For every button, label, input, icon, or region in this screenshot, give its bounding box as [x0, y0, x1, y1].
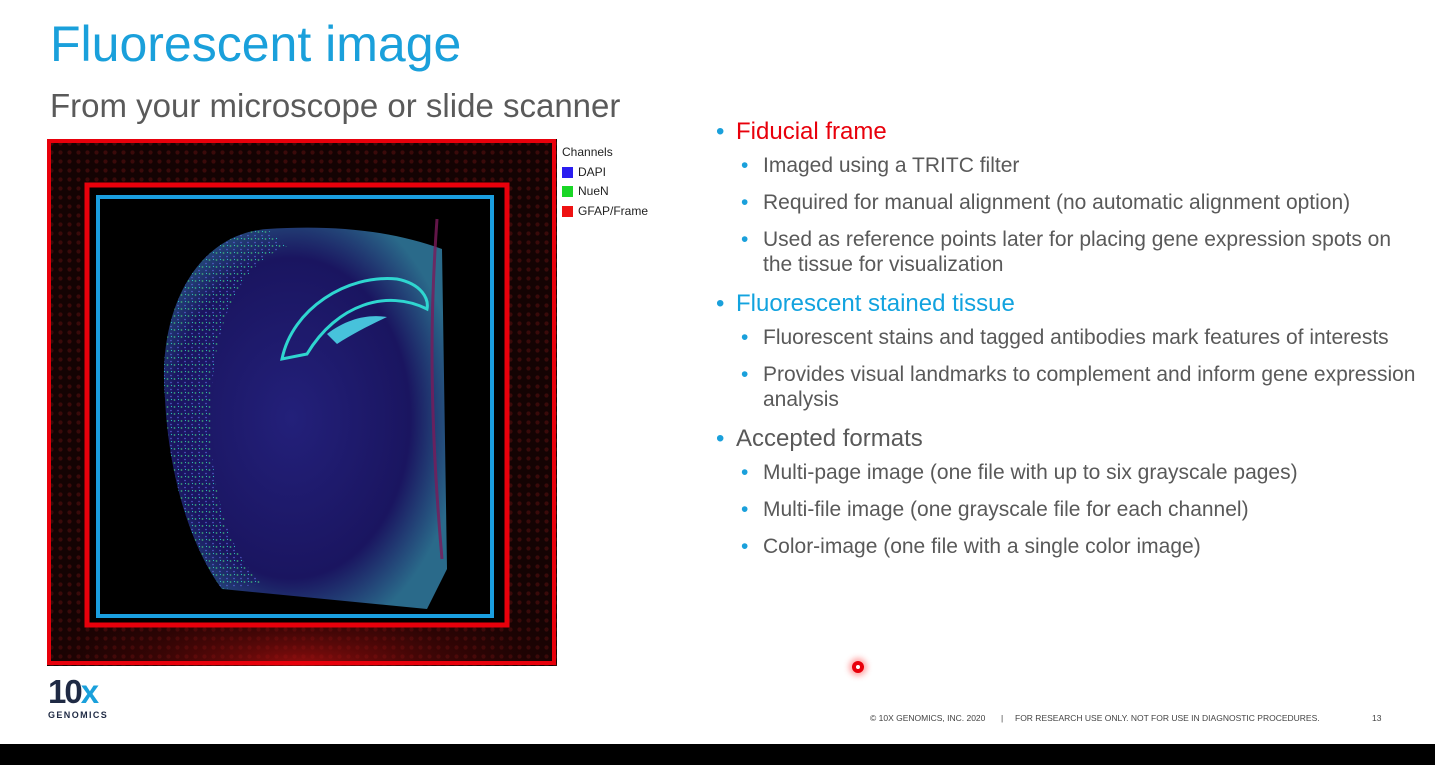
bullet-dot: • [741, 461, 749, 484]
bullet-dot: • [716, 425, 725, 452]
gfap-swatch [562, 206, 573, 217]
bullet-dot: • [741, 535, 749, 558]
bullet-item [716, 153, 1416, 178]
page-number: 13 [1372, 713, 1382, 723]
page-title: Fluorescent image [50, 16, 462, 72]
bullet-group-formats [716, 424, 1416, 559]
bullet-item [716, 362, 1416, 412]
logo-subtext: GENOMICS [48, 710, 109, 720]
bullet-item-text: Multi-file image (one grayscale file for each channel) [763, 498, 1249, 521]
bullet-item-text: Imaged using a TRITC filter [763, 154, 1020, 177]
footer-separator: | [1001, 713, 1004, 723]
footer-copyright: © 10X GENOMICS, INC. 2020 [870, 713, 986, 723]
legend-label: GFAP/Frame [578, 203, 649, 218]
bullet-group-stained-tissue [716, 289, 1416, 412]
legend-heading: Channels [562, 145, 613, 159]
laser-pointer-icon [852, 661, 864, 673]
bullet-item [716, 190, 1416, 215]
company-logo [48, 674, 128, 724]
bullet-item [716, 325, 1416, 350]
footer-disclaimer: FOR RESEARCH USE ONLY. NOT FOR USE IN DIAGNOSTIC PROCEDURES. [1015, 713, 1320, 723]
bullet-dot: • [741, 191, 749, 214]
bullet-item-text: Multi-page image (one file with up to six grayscale pages) [763, 461, 1298, 484]
bullet-item [716, 227, 1416, 277]
logo-main-text: 10 [48, 673, 81, 710]
channel-legend [562, 143, 648, 221]
bullet-dot: • [741, 154, 749, 177]
bullet-dot: • [716, 118, 725, 145]
legend-item-nuen [562, 182, 648, 202]
bullet-heading-text: Fluorescent stained tissue [736, 290, 1015, 317]
legend-label: DAPI [578, 164, 607, 179]
bullet-heading [716, 117, 1416, 147]
logo-x-text: x [80, 673, 98, 710]
tissue-image-svg [47, 139, 557, 666]
bullet-item [716, 497, 1416, 522]
bullet-dot: • [716, 290, 725, 317]
bullet-dot: • [741, 326, 749, 349]
bullet-item-text: Used as reference points later for placing gene expression spots on the tissue for visualization [763, 228, 1392, 276]
bullet-item-text: Required for manual alignment (no automatic alignment option) [763, 191, 1351, 214]
bullet-item [716, 460, 1416, 485]
bullet-dot: • [741, 498, 749, 521]
bullet-item [716, 534, 1416, 559]
bullet-heading [716, 289, 1416, 319]
bullet-group-fiducial [716, 117, 1416, 277]
bullet-heading-text: Fiducial frame [736, 118, 887, 145]
page-subtitle: From your microscope or slide scanner [50, 87, 621, 124]
bullet-item-text: Provides visual landmarks to complement and inform gene expression analysis [763, 363, 1416, 411]
fluorescent-tissue-image [47, 139, 557, 666]
legend-item-gfap [562, 202, 648, 222]
bullet-list [716, 117, 1416, 571]
bullet-heading-text: Accepted formats [736, 425, 923, 452]
bullet-item-text: Fluorescent stains and tagged antibodies mark features of interests [763, 326, 1389, 349]
nuen-swatch [562, 186, 573, 197]
bullet-heading [716, 424, 1416, 454]
bullet-item-text: Color-image (one file with a single color image) [763, 535, 1201, 558]
legend-label: NueN [578, 184, 609, 198]
legend-item-dapi [562, 163, 648, 183]
bullet-dot: • [741, 228, 749, 251]
bullet-dot: • [741, 363, 749, 386]
dapi-swatch [562, 167, 573, 178]
logo-mark [48, 674, 128, 710]
